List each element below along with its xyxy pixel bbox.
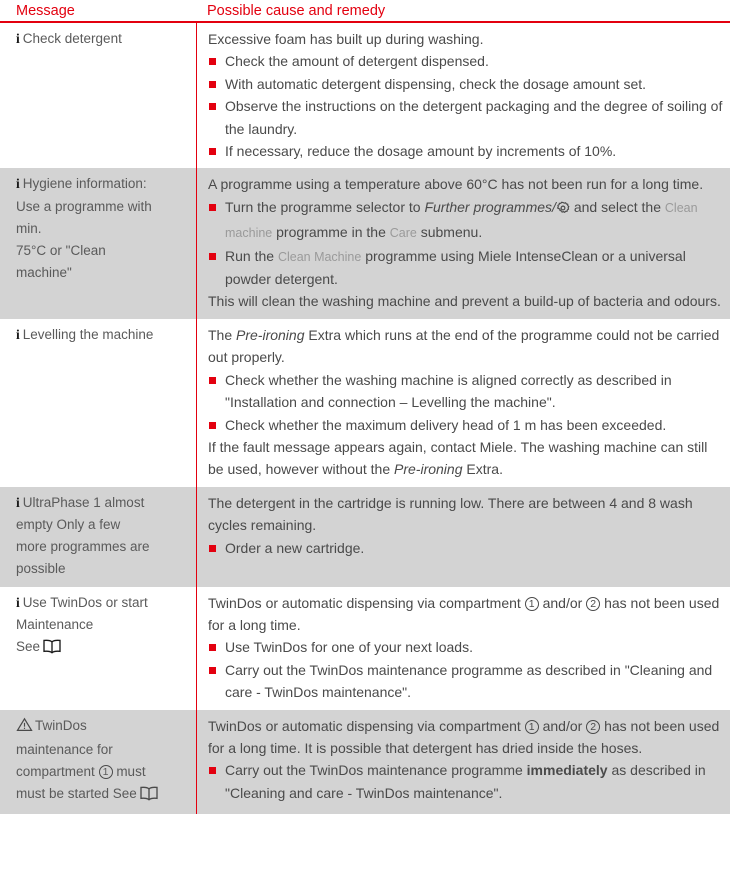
display-text: Clean machine [225,200,698,241]
message-cell [0,319,196,487]
list-item: Use TwinDos for one of your next loads. [208,636,724,658]
column-header-cause: Possible cause and remedy [207,3,386,19]
cause-cell [196,168,730,318]
text-part: programme in the [272,224,390,241]
text-part: Extra which runs at the end of the programme could not be carried out properly. [208,326,720,366]
table-row [0,319,730,487]
cause-intro: A programme using a temperature above 60°C has not been run for a long time. [208,176,704,193]
list-item: Carry out the TwinDos maintenance programme as described in "Cleaning and care - TwinDos maintenance". [208,659,724,704]
list-item: Check the amount of detergent dispensed. [208,50,724,72]
cause-intro [208,592,724,637]
message-line: Hygiene information: [22,176,147,192]
message-cell [0,710,196,815]
message-cell [0,168,196,318]
message-line: See [16,638,41,654]
compartment-1-icon: 1 [525,720,539,734]
message-line: TwinDos [35,717,87,733]
text-part-italic: Further programmes/ [424,198,556,215]
table-row [0,487,730,587]
list-item: If necessary, reduce the dosage amount by increments of 10%. [208,140,724,162]
message-line: 75°C or "Clean [16,243,106,259]
message-line-suffix: must [116,763,146,779]
text-part: and/or [538,717,587,734]
message-text: Levelling the machine [22,326,154,342]
cause-cell [196,587,730,710]
cause-outro [208,436,724,481]
text-part: Turn the programme selector to [225,198,425,215]
remedy-list [208,196,724,291]
table-row [0,168,730,318]
message-cell [0,23,196,168]
message-line: Use a programme with [16,198,152,214]
text-part: TwinDos or automatic dispensing via compartment [208,594,525,611]
cause-intro [208,715,724,760]
display-text: Clean Machine [277,249,362,264]
text-part-bold: immediately [526,762,608,779]
message-line: machine" [16,265,72,281]
text-part: Carry out the TwinDos maintenance programme [225,762,527,779]
message-line: UltraPhase 1 almost [22,494,145,510]
compartment-1-icon: 1 [99,765,113,779]
message-cell [0,587,196,710]
remedy-list [208,369,724,436]
book-icon [42,639,62,661]
text-part: submenu. [416,224,483,241]
text-part: Extra. [462,461,503,478]
info-icon: i [16,326,20,342]
message-line: must be started See [16,786,137,802]
compartment-2-icon: 2 [586,720,600,734]
message-line: Maintenance [16,616,94,632]
text-part: Run the [225,247,278,264]
remedy-list [208,537,724,559]
info-icon: i [16,594,20,610]
text-part: programme using Miele IntenseClean or a universal powder detergent. [225,247,686,288]
text-part: The [208,326,237,343]
message-line: maintenance for [16,741,113,757]
info-icon: i [16,31,20,46]
list-item: Check whether the maximum delivery head of 1 m has been exceeded. [208,414,724,436]
cause-cell [196,23,730,168]
info-icon: i [16,494,20,510]
table-row [0,710,730,815]
cause-intro: The detergent in the cartridge is running low. There are between 4 and 8 wash cycles remaining. [208,494,693,534]
remedy-list [208,759,724,804]
text-part-italic: Pre-ironing [236,326,305,343]
text-part: has not been used for a long time. It is possible that detergent has dried inside the hoses. [208,717,720,756]
warning-icon [16,717,33,739]
message-line: min. [16,220,42,236]
message-text: Check detergent [22,31,122,46]
remedy-list [208,50,724,162]
display-text: Care [389,226,417,241]
remedy-list [208,636,724,703]
cause-intro [208,324,724,369]
text-part: has not been used for a long time. [208,594,720,633]
book-icon [139,786,159,808]
compartment-1-icon: 1 [525,597,539,611]
cause-cell [196,710,730,815]
gear-icon [556,199,570,221]
text-part-italic: Pre-ironing [394,461,463,478]
table-header [0,0,730,23]
list-item [208,759,724,804]
text-part: TwinDos or automatic dispensing via compartment [208,717,525,734]
text-part: and/or [538,594,587,611]
cause-cell [196,487,730,587]
table-row [0,587,730,710]
message-line: compartment [16,763,95,779]
list-item [208,245,724,291]
compartment-2-icon: 2 [586,597,600,611]
list-item: Order a new cartridge. [208,537,724,559]
message-line: more programmes are [16,539,150,555]
cause-intro: Excessive foam has built up during washing. [208,31,484,47]
list-item: Observe the instructions on the detergent packaging and the degree of soiling of the laundry. [208,95,724,140]
list-item: With automatic detergent dispensing, check the dosage amount set. [208,73,724,95]
message-line: Use TwinDos or start [22,594,148,610]
cause-outro: This will clean the washing machine and prevent a build-up of bacteria and odours. [208,293,721,310]
table-row [0,23,730,168]
text-part: If the fault message appears again, contact Miele. The washing machine can still be used, however without the [208,438,708,478]
list-item [208,196,724,245]
column-header-message: Message [16,3,75,19]
list-item: Check whether the washing machine is aligned correctly as described in "Installation and connection – Levelling the machine". [208,369,724,414]
cause-cell [196,319,730,487]
message-cell [0,487,196,587]
text-part: and select the [569,198,665,215]
text-part: as described in "Cleaning and care - TwinDos maintenance". [225,762,706,801]
message-line: empty Only a few [16,516,121,532]
message-line: possible [16,561,66,577]
info-icon: i [16,176,20,192]
